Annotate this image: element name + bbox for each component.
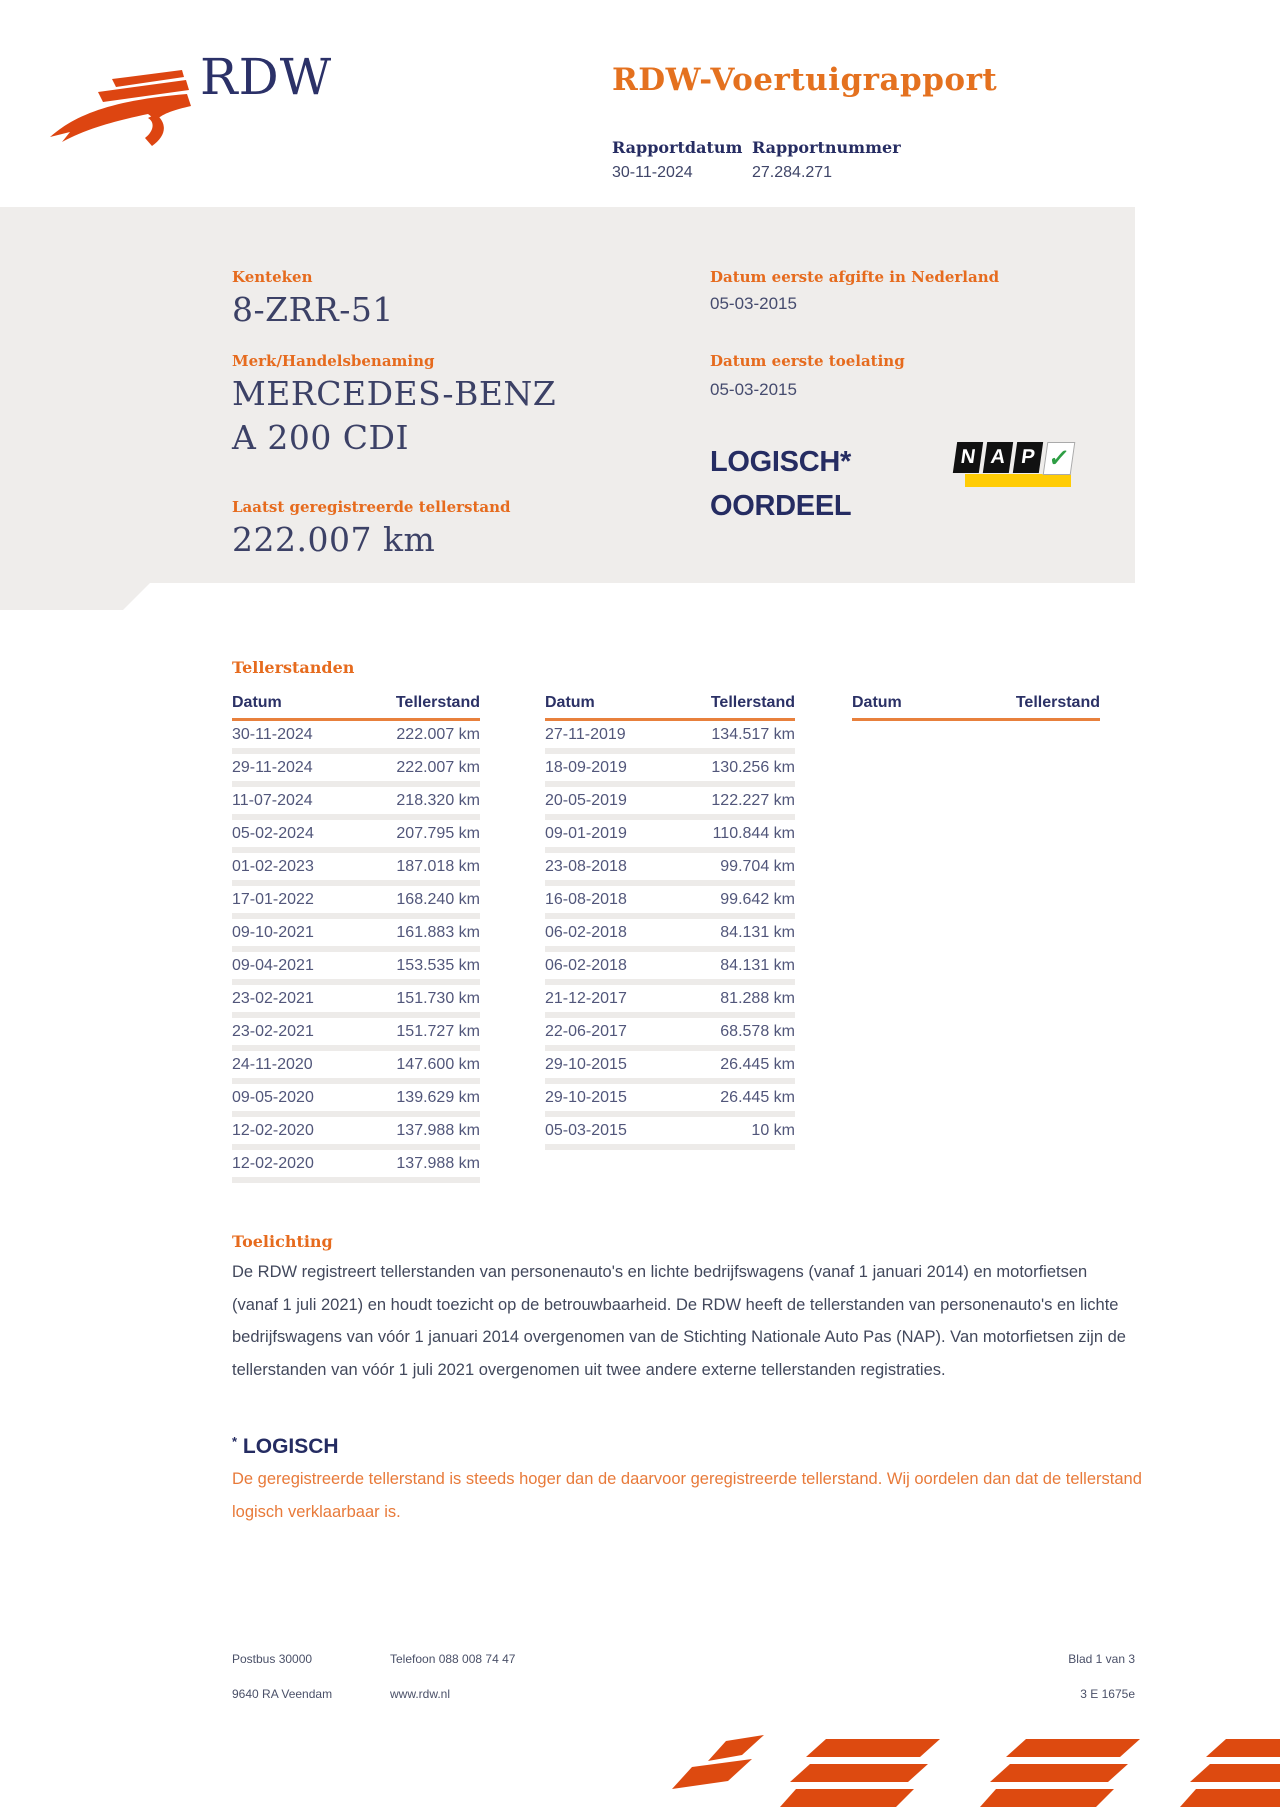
panel-corner-tab xyxy=(0,583,150,610)
tellerstanden-heading: Tellerstanden xyxy=(232,658,355,677)
row-datum: 11-07-2024 xyxy=(232,792,313,809)
nap-letter-tile: P xyxy=(1013,442,1043,473)
row-tellerstand: 84.131 km xyxy=(720,924,795,941)
logisch-heading xyxy=(232,1434,339,1459)
table-row xyxy=(545,886,795,919)
rdw-wing-logo-icon xyxy=(48,68,193,148)
footer-website-link[interactable]: www.rdw.nl xyxy=(390,1687,451,1701)
row-datum: 23-02-2021 xyxy=(232,1023,314,1040)
row-tellerstand: 134.517 km xyxy=(711,726,795,743)
table-row xyxy=(232,1084,480,1117)
row-tellerstand: 81.288 km xyxy=(720,990,795,1007)
tellerstand-header: Tellerstand xyxy=(710,694,795,711)
table-row xyxy=(545,1051,795,1084)
logisch-paragraph: De geregistreerde tellerstand is steeds hoger dan de daarvoor geregistreerde tellerstand. Wij oordelen dan dat de tellerstand logisch verklaarbaar is. xyxy=(232,1470,1142,1521)
row-tellerstand: 151.727 km xyxy=(396,1023,480,1040)
row-tellerstand: 122.227 km xyxy=(711,792,795,809)
kenteken-value: 8-ZRR-51 xyxy=(232,290,394,329)
row-datum: 27-11-2019 xyxy=(545,726,626,743)
row-datum: 24-11-2020 xyxy=(232,1056,313,1073)
table-row xyxy=(545,754,795,787)
tire-track-graphic xyxy=(650,1733,1280,1810)
column-header xyxy=(232,694,480,721)
merk-value: MERCEDES-BENZ A 200 CDI xyxy=(232,374,557,457)
nap-letter-tile: A xyxy=(983,442,1013,473)
afgifte-value: 05-03-2015 xyxy=(710,294,797,313)
table-row xyxy=(232,754,480,787)
row-datum: 09-05-2020 xyxy=(232,1089,314,1106)
row-tellerstand: 207.795 km xyxy=(396,825,480,842)
table-row xyxy=(545,952,795,985)
row-tellerstand: 99.642 km xyxy=(720,891,795,908)
row-tellerstand: 222.007 km xyxy=(396,759,480,776)
column-header xyxy=(852,694,1100,721)
nap-checkmark-icon: ✓ xyxy=(1043,442,1076,475)
row-tellerstand: 84.131 km xyxy=(720,957,795,974)
table-row xyxy=(545,1084,795,1117)
row-datum: 01-02-2023 xyxy=(232,858,314,875)
row-tellerstand: 110.844 km xyxy=(712,825,795,842)
tellerstand-column-1 xyxy=(232,694,480,1183)
row-tellerstand: 168.240 km xyxy=(396,891,480,908)
table-row xyxy=(545,919,795,952)
row-tellerstand: 99.704 km xyxy=(720,858,795,875)
nap-letter-tile: N xyxy=(953,442,983,473)
row-tellerstand: 130.256 km xyxy=(711,759,795,776)
row-datum: 05-03-2015 xyxy=(545,1122,627,1139)
row-tellerstand: 153.535 km xyxy=(396,957,480,974)
tellerstand-header: Tellerstand xyxy=(1015,694,1100,711)
footer-page-number: Blad 1 van 3 xyxy=(1068,1652,1135,1666)
row-tellerstand: 222.007 km xyxy=(396,726,480,743)
row-tellerstand: 218.320 km xyxy=(396,792,480,809)
table-row xyxy=(232,787,480,820)
table-row xyxy=(232,952,480,985)
row-datum: 17-01-2022 xyxy=(232,891,314,908)
datum-header: Datum xyxy=(545,694,595,711)
toelating-label: Datum eerste toelating xyxy=(710,352,905,370)
logisch-asterisk: * xyxy=(232,1434,238,1449)
row-datum: 09-01-2019 xyxy=(545,825,627,842)
row-tellerstand: 161.883 km xyxy=(396,924,480,941)
row-datum: 05-02-2024 xyxy=(232,825,314,842)
footer-doc-code: 3 E 1675e xyxy=(1080,1687,1135,1701)
table-row xyxy=(232,985,480,1018)
table-row xyxy=(232,886,480,919)
table-row xyxy=(545,1117,795,1150)
table-row xyxy=(232,721,480,754)
row-datum: 12-02-2020 xyxy=(232,1155,314,1172)
oordeel-text xyxy=(710,440,851,528)
tellerstand-header: Tellerstand xyxy=(395,694,480,711)
kenteken-label: Kenteken xyxy=(232,268,313,286)
row-datum: 22-06-2017 xyxy=(545,1023,627,1040)
report-date-label: Rapportdatum xyxy=(612,138,743,157)
footer-address-line2: 9640 RA Veendam xyxy=(232,1687,333,1701)
report-date-value: 30-11-2024 xyxy=(612,164,693,181)
tellerstand-column-2 xyxy=(545,694,795,1150)
row-tellerstand: 151.730 km xyxy=(396,990,480,1007)
row-datum: 06-02-2018 xyxy=(545,924,627,941)
row-tellerstand: 147.600 km xyxy=(396,1056,480,1073)
row-datum: 29-11-2024 xyxy=(232,759,313,776)
row-tellerstand: 26.445 km xyxy=(720,1089,795,1106)
toelating-value: 05-03-2015 xyxy=(710,380,797,399)
laatste-tellerstand-label: Laatst geregistreerde tellerstand xyxy=(232,498,511,516)
page-title: RDW-Voertuigrapport xyxy=(612,62,998,98)
footer-phone: Telefoon 088 008 74 47 xyxy=(390,1652,516,1666)
oordeel-line1: LOGISCH* xyxy=(710,446,851,478)
datum-header: Datum xyxy=(232,694,282,711)
row-datum: 21-12-2017 xyxy=(545,990,627,1007)
row-datum: 09-10-2021 xyxy=(232,924,314,941)
tellerstand-column-3 xyxy=(852,694,1100,721)
row-datum: 18-09-2019 xyxy=(545,759,627,776)
row-datum: 29-10-2015 xyxy=(545,1089,627,1106)
footer-address-line1: Postbus 30000 xyxy=(232,1652,313,1666)
row-datum: 06-02-2018 xyxy=(545,957,627,974)
table-row xyxy=(232,853,480,886)
table-row xyxy=(545,721,795,754)
toelichting-heading: Toelichting xyxy=(232,1232,333,1251)
report-number-label: Rapportnummer xyxy=(752,138,901,157)
toelichting-paragraph: De RDW registreert tellerstanden van personenauto's en lichte bedrijfswagens (vanaf 1 januari 2014) en motorfietsen (vanaf 1 juli 2021) en houdt toezicht op de betrouwbaarheid. De RDW heeft de tellerstanden van personenauto's en lichte bedrijfswagens van vóór 1 januari 2014 overgenomen van de Stichting Nationale Auto Pas (NAP). Van motorfietsen zijn de tellerstanden van vóór 1 juli 2021 overgenomen uit twee andere externe tellerstanden registraties. xyxy=(232,1263,1126,1379)
table-row xyxy=(545,820,795,853)
rdw-logo-text: RDW xyxy=(200,48,333,106)
row-datum: 23-08-2018 xyxy=(545,858,627,875)
row-tellerstand: 139.629 km xyxy=(396,1089,480,1106)
row-tellerstand: 26.445 km xyxy=(720,1056,795,1073)
row-datum: 29-10-2015 xyxy=(545,1056,627,1073)
table-row xyxy=(545,853,795,886)
table-row xyxy=(232,1117,480,1150)
afgifte-label: Datum eerste afgifte in Nederland xyxy=(710,268,1000,286)
row-datum: 09-04-2021 xyxy=(232,957,314,974)
row-datum: 20-05-2019 xyxy=(545,792,627,809)
table-row xyxy=(545,787,795,820)
nap-yellow-bar xyxy=(965,474,1071,487)
row-datum: 12-02-2020 xyxy=(232,1122,314,1139)
datum-header: Datum xyxy=(852,694,902,711)
table-row xyxy=(545,985,795,1018)
row-tellerstand: 187.018 km xyxy=(396,858,480,875)
table-row xyxy=(232,1051,480,1084)
report-number-value: 27.284.271 xyxy=(752,164,833,181)
logisch-heading-text: LOGISCH xyxy=(242,1435,339,1458)
row-tellerstand: 137.988 km xyxy=(396,1155,480,1172)
column-header xyxy=(545,694,795,721)
nap-logo xyxy=(955,438,1075,490)
table-row xyxy=(545,1018,795,1051)
row-tellerstand: 137.988 km xyxy=(396,1122,480,1139)
row-datum: 16-08-2018 xyxy=(545,891,627,908)
row-tellerstand: 68.578 km xyxy=(720,1023,795,1040)
row-datum: 23-02-2021 xyxy=(232,990,314,1007)
table-row xyxy=(232,820,480,853)
table-row xyxy=(232,1018,480,1051)
table-row xyxy=(232,919,480,952)
merk-label: Merk/Handelsbenaming xyxy=(232,352,435,370)
table-row xyxy=(232,1150,480,1183)
row-tellerstand: 10 km xyxy=(751,1122,795,1139)
laatste-tellerstand-value: 222.007 km xyxy=(232,520,436,559)
row-datum: 30-11-2024 xyxy=(232,726,313,743)
oordeel-line2: OORDEEL xyxy=(710,490,852,522)
